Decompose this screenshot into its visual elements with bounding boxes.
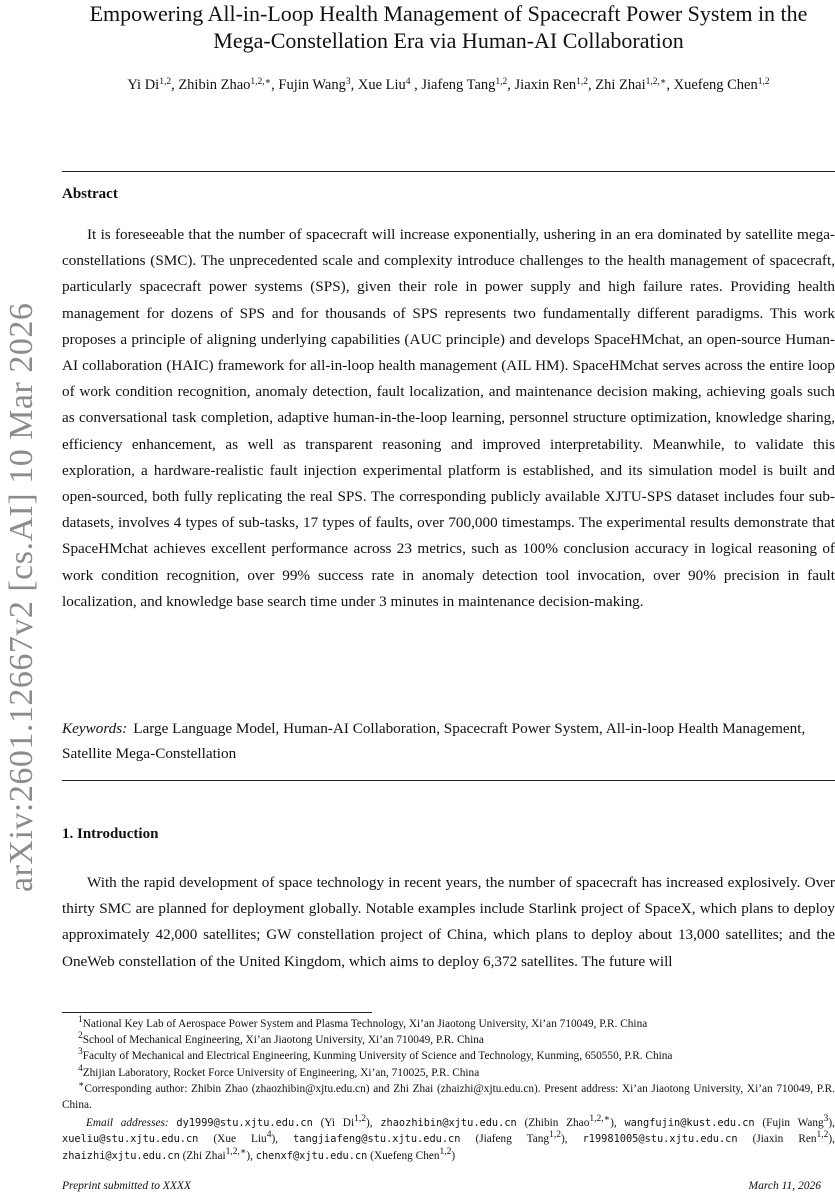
author: Jiaxin Ren$^{1,2}$	[514, 77, 589, 93]
footnote-rule	[62, 1012, 372, 1013]
keywords	[62, 716, 835, 766]
author: Xue Liu$^4$	[357, 77, 411, 93]
author: Fujin Wang$^3$	[278, 77, 351, 93]
author: Yi Di$^{1,2}$	[127, 77, 172, 93]
keywords-label: Keywords:	[62, 720, 128, 737]
footnote-affiliation-2: $^2$School of Mechanical Engineering, Xi’an Jiaotong University, Xi’an 710049, P.R. China	[78, 1031, 484, 1047]
keywords-text: Large Language Model, Human-AI Collaboration, Spacecraft Power System, All-in-loop Health Management, Satellite Mega-Constellation	[62, 720, 806, 762]
email-link[interactable]: chenxf@xjtu.edu.cn	[255, 1149, 368, 1162]
section-heading-introduction: 1. Introduction	[62, 826, 159, 842]
author: Xuefeng Chen$^{1,2}$	[673, 77, 770, 93]
email-addresses: Email addresses: dy1999@stu.xjtu.edu.cn (Yi Di$^{1,2}$), zhaozhibin@xjtu.edu.cn (Zhibin Zhao$^{1,2,∗}$), wangfujin@kust.edu.cn (Fujin Wang$^3$), xueliu@stu.xjtu.edu.cn (Xue Liu$^4$), tangjiafeng@stu.xjtu.edu.cn (Jiafeng Tang$^{1,2}$), r19981005@stu.xjtu.edu.cn (Jiaxin Ren$^{1,2}$), zhaizhi@xjtu.edu.cn (Zhi Zhai$^{1,2,∗}$), chenxf@xjtu.edu.cn (Xuefeng Chen$^{1,2}$)	[62, 1114, 835, 1162]
arxiv-side-stamp: arXiv:2601.12667v2 [cs.AI] 10 Mar 2026	[3, 302, 40, 892]
abstract-top-rule	[62, 171, 835, 172]
footnote-affiliation-3: $^3$Faculty of Mechanical and Electrical Engineering, Kunming University of Science and Technology, Kunming, 650550, P.R. China	[78, 1047, 673, 1063]
footnote-affiliation-4: $^4$Zhijian Laboratory, Rocket Force University of Engineering, Xi’an, 710025, P.R. China	[78, 1063, 480, 1079]
email-link[interactable]: r19981005@stu.xjtu.edu.cn	[582, 1133, 738, 1146]
footnote-affiliation-1: $^1$National Key Lab of Aerospace Power System and Plasma Technology, Xi’an Jiaotong University, Xi’an 710049, P.R. China	[78, 1015, 648, 1030]
footer-date: March 11, 2026	[748, 1180, 821, 1192]
email-label: Email addresses:	[86, 1117, 169, 1130]
abstract-bottom-rule	[62, 780, 835, 781]
email-link[interactable]: tangjiafeng@stu.xjtu.edu.cn	[293, 1133, 461, 1146]
footnote-corresponding-author: ∗Corresponding author: Zhibin Zhao (zhaozhibin@xjtu.edu.cn) and Zhi Zhai (zhaizhi@xjtu.edu.cn). Present address: Xi’an Jiaotong University, Xi’an 710049, P.R. China.	[62, 1079, 835, 1112]
email-link[interactable]: zhaizhi@xjtu.edu.cn	[62, 1149, 180, 1162]
author-list: Yi Di$^{1,2}$, Zhibin Zhao$^{1,2,∗}$, Fujin Wang$^3$, Xue Liu$^4$ , Jiafeng Tang$^{1,2}$, Jiaxin Ren$^{1,2}$, Zhi Zhai$^{1,2,∗}$, Xuefeng Chen$^{1,2}$	[127, 77, 770, 93]
paper-title: Empowering All-in-Loop Health Management of Spacecraft Power System in the Mega-Constellation Era via Human-AI Collaboration	[89, 1, 808, 53]
footnotes	[62, 1016, 835, 1164]
author: Jiafeng Tang$^{1,2}$	[421, 77, 508, 93]
author: Zhi Zhai$^{1,2,∗}$	[595, 77, 667, 93]
abstract-heading: Abstract	[62, 186, 118, 202]
email-link[interactable]: wangfujin@kust.edu.cn	[624, 1117, 755, 1130]
author: Zhibin Zhao$^{1,2,∗}$	[178, 77, 272, 93]
introduction-text: With the rapid development of space technology in recent years, the number of spacecraft has increased explosively. Over thirty SMC are planned for deployment globally. Notable examples include Starlink project of SpaceX, which plans to deploy approximately 42,000 satellites; GW constellation project of China, which plans to deploy about 13,000 satellites; and the OneWeb constellation of the United Kingdom, which aims to deploy 6,372 satellites. The future will	[62, 874, 835, 970]
abstract-text: It is foreseeable that the number of spacecraft will increase exponentially, ushering in an era dominated by satellite mega-constellations (SMC). The unprecedented scale and complexity introduce challenges to the health management of spacecraft, particularly spacecraft power systems (SPS), given their role in power supply and high failure rates. Providing health management for dozens of SPS and for thousands of SPS represents two fundamentally different paradigms. This work proposes a principle of aligning underlying capabilities (AUC principle) and develops SpaceHMchat, an open-source Human-AI collaboration (HAIC) framework for all-in-loop health management (AIL HM). SpaceHMchat serves across the entire loop of work condition recognition, anomaly detection, fault localization, and maintenance decision making, achieving goals such as conversational task completion, adaptive human-in-the-loop learning, personnel structure optimization, knowledge sharing, efficiency enhancement, as well as transparent reasoning and improved interpretability. Meanwhile, to validate this exploration, a hardware-realistic fault injection experimental platform is established, and its simulation model is built and open-sourced, both fully replicating the real SPS. The corresponding publicly available XJTU-SPS dataset includes four sub-datasets, involves 4 types of sub-tasks, 17 types of faults, over 700,000 timestamps. The experimental results demonstrate that SpaceHMchat achieves excellent performance across 23 metrics, such as 100% conclusion accuracy in logical reasoning of work condition recognition, over 99% success rate in anomaly detection tool invocation, over 90% precision in fault localization, and knowledge base search time under 3 minutes in maintenance decision-making.	[62, 226, 835, 610]
email-link[interactable]: zhaozhibin@xjtu.edu.cn	[380, 1117, 517, 1130]
email-link[interactable]: dy1999@stu.xjtu.edu.cn	[176, 1117, 313, 1130]
footer-preprint-note: Preprint submitted to XXXX	[62, 1180, 191, 1192]
email-link[interactable]: xueliu@stu.xjtu.edu.cn	[62, 1133, 199, 1146]
